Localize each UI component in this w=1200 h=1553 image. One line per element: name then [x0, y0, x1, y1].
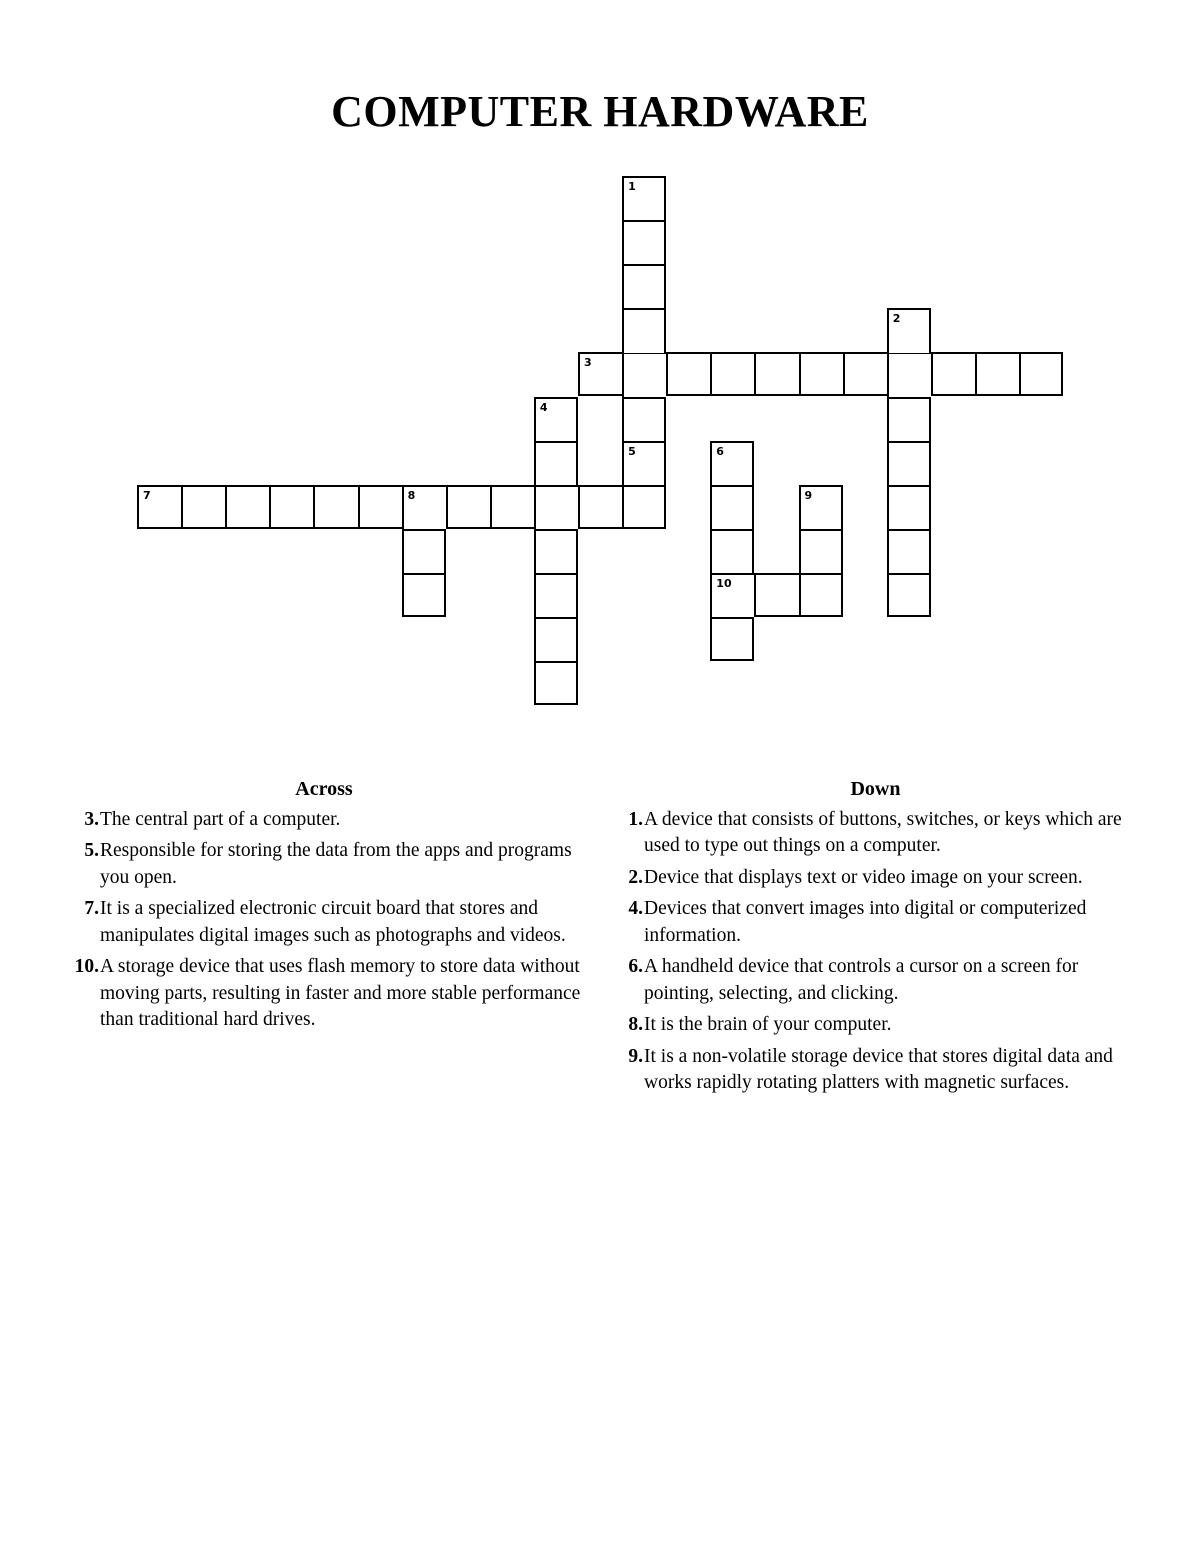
clue-number: 2.: [628, 866, 643, 888]
across-clue-list: [64, 807, 584, 1034]
across-clue: [64, 954, 584, 1034]
crossword-cell[interactable]: [534, 617, 578, 662]
crossword-grid: [0, 0, 1200, 720]
cell-number: 2: [892, 312, 901, 326]
cell-number: 6: [716, 444, 724, 458]
crossword-cell[interactable]: [754, 352, 799, 396]
crossword-cell[interactable]: [887, 352, 932, 397]
crossword-cell[interactable]: [402, 485, 447, 530]
crossword-cell[interactable]: [402, 573, 446, 617]
across-clue: [64, 838, 584, 891]
across-clue: [64, 896, 584, 949]
crossword-cell[interactable]: [887, 397, 931, 442]
down-clues: [608, 776, 1143, 1102]
clue-number: 4.: [628, 898, 643, 919]
crossword-cell[interactable]: [446, 485, 491, 529]
cell-number: 10: [716, 576, 732, 590]
across-heading: Across: [295, 778, 353, 800]
across-clue: [64, 807, 584, 834]
down-clue: [608, 807, 1143, 860]
crossword-cell[interactable]: [754, 573, 799, 617]
crossword-cell[interactable]: [799, 573, 843, 617]
cell-number: 9: [804, 488, 813, 502]
clue-text: It is the brain of your computer.: [644, 1014, 892, 1035]
crossword-cell[interactable]: [578, 485, 623, 529]
crossword-cell[interactable]: [1019, 352, 1063, 396]
clue-text: It is a specialized electronic circuit board that stores and manipulates digital images such as photographs and videos.: [100, 898, 566, 946]
cell-number: 5: [628, 444, 636, 458]
crossword-cell[interactable]: [622, 264, 666, 309]
crossword-cell[interactable]: [666, 352, 711, 396]
crossword-cell[interactable]: [710, 352, 755, 396]
crossword-cell[interactable]: [931, 352, 976, 396]
crossword-cell[interactable]: [799, 529, 843, 574]
crossword-cell[interactable]: [181, 485, 226, 529]
down-clue: [608, 896, 1143, 949]
crossword-cell[interactable]: [490, 485, 535, 529]
crossword-cell[interactable]: [710, 485, 754, 530]
crossword-cell[interactable]: [622, 397, 666, 442]
crossword-cell[interactable]: [534, 485, 579, 530]
crossword-cell[interactable]: [887, 485, 931, 530]
clue-text: A storage device that uses flash memory to store data without moving parts, resulting in faster and more stable performance than traditional hard drives.: [100, 956, 581, 1030]
down-clue-list: [608, 807, 1143, 1097]
clue-number: 10.: [74, 956, 99, 977]
crossword-cell[interactable]: [710, 573, 755, 618]
page-title: COMPUTER HARDWARE: [331, 87, 869, 136]
clue-text: A device that consists of buttons, switches, or keys which are used to type out things on a computer.: [644, 808, 1122, 856]
clue-text: A handheld device that controls a cursor on a screen for pointing, selecting, and clicking.: [644, 956, 1079, 1004]
clue-number: 9.: [628, 1045, 643, 1067]
clue-text: Responsible for storing the data from the apps and programs you open.: [100, 840, 572, 888]
crossword-cell[interactable]: [578, 352, 623, 396]
crossword-cell[interactable]: [137, 485, 182, 529]
clue-text: The central part of a computer.: [100, 808, 341, 830]
crossword-cell[interactable]: [887, 441, 931, 486]
crossword-cell[interactable]: [269, 485, 314, 529]
crossword-cell[interactable]: [710, 617, 754, 661]
crossword-cell[interactable]: [313, 485, 358, 529]
crossword-cell[interactable]: [534, 529, 578, 574]
clue-number: 8.: [628, 1014, 643, 1035]
across-clues: [64, 776, 584, 1039]
crossword-cell[interactable]: [402, 529, 446, 574]
crossword-cell[interactable]: [534, 573, 578, 618]
crossword-cell[interactable]: [975, 352, 1020, 396]
crossword-cell[interactable]: [622, 485, 666, 529]
crossword-cell[interactable]: [710, 529, 754, 574]
crossword-cell[interactable]: [534, 441, 578, 486]
crossword-cell[interactable]: [622, 308, 666, 353]
clue-number: 1.: [628, 808, 643, 830]
down-clue: [608, 1044, 1143, 1097]
crossword-cell[interactable]: [843, 352, 888, 396]
cell-number: 8: [407, 488, 416, 502]
crossword-cell[interactable]: [622, 441, 666, 486]
crossword-cell[interactable]: [358, 485, 403, 529]
cell-number: 3: [584, 356, 592, 370]
cell-number: 4: [539, 400, 548, 414]
crossword-cell[interactable]: [887, 529, 931, 574]
clue-number: 7.: [84, 898, 99, 919]
crossword-cell[interactable]: [887, 573, 931, 617]
cell-number: 1: [628, 180, 636, 193]
cell-number: 7: [143, 488, 151, 502]
down-clue: [608, 865, 1143, 892]
crossword-cell[interactable]: [622, 220, 666, 265]
crossword-cell[interactable]: [622, 176, 666, 221]
crossword-cell[interactable]: [710, 441, 754, 486]
crossword-cell[interactable]: [887, 308, 931, 353]
clue-number: 3.: [84, 808, 99, 830]
crossword-cell[interactable]: [799, 352, 844, 396]
down-clue: [608, 954, 1143, 1007]
crossword-cell[interactable]: [534, 661, 578, 705]
down-clue: [608, 1012, 1143, 1039]
clue-number: 5.: [84, 840, 99, 861]
crossword-cell[interactable]: [622, 352, 667, 397]
clue-number: 6.: [628, 956, 643, 977]
crossword-cell[interactable]: [799, 485, 843, 530]
down-heading: Down: [850, 778, 901, 800]
clue-text: Devices that convert images into digital or computerized information.: [644, 898, 1087, 946]
crossword-cell[interactable]: [225, 485, 270, 529]
clue-text: Device that displays text or video image on your screen.: [644, 866, 1083, 888]
crossword-cell[interactable]: [534, 397, 578, 442]
clue-text: It is a non-volatile storage device that stores digital data and works rapidly rotating platters with magnetic surfaces.: [644, 1045, 1113, 1093]
